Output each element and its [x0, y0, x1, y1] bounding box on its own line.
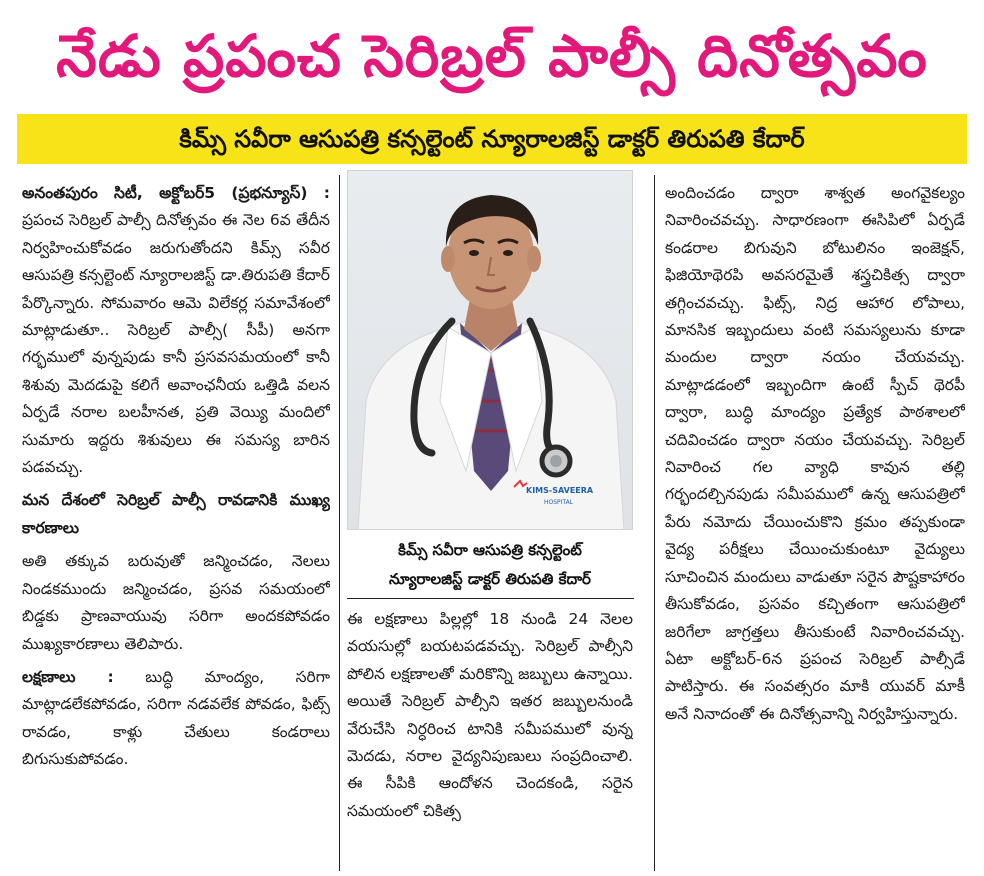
- causes-paragraph: అతి తక్కువ బరువుతో జన్మించడం, నెలలు నిండకముందు జన్మించడం, ప్రసవ సమయంలో బిడ్డకు ప్రాణవాయువు సరిగా అందకపోవడం ముఖ్యకారణాలు తెలిపారు.: [22, 552, 330, 653]
- article-para-1-text: ప్రపంచ సెరిబ్రల్ పాల్సీ దినోత్సవం ఈ నెల 6వ తేదీన నిర్వహించుకోవడం జరుగుతోందని కిమ్స్ సవీర ఆసుపత్రి కన్సల్టెంట్ న్యూరాలజిస్ట్ డా.తిరుపతి కేదార్ పేర్కొన్నారు. సోమవారం ఆమె విలేకర్ల సమావేశంలో మాట్లాడుతూ.. సెరిబ్రల్ పాల్సీ( సీపీ) అనగా గర్భములో వున్నపుడు కానీ ప్రసవసమయంలో కానీ శిశువు మెదడుపై కలిగే అవాంఛనీయ ఒత్తిడి వలన ఏర్పడే నరాల బలహీనత, ప్రతి వెయ్యి మందిలో సుమారు ఇద్దరు శిశువులు ఈ సమస్య బారిన పడవచ్చు.: [22, 211, 330, 477]
- photo-caption: [347, 536, 633, 596]
- article-column-left: [22, 180, 330, 870]
- symptoms-paragraph: [22, 664, 330, 774]
- page-headline: నేడు ప్రపంచ సెరిబ్రల్ పాల్సీ దినోత్సవం: [56, 22, 928, 90]
- article-column-right: [665, 180, 965, 870]
- article-dateline: అనంతపురం సిటీ, అక్టోబర్5 (ప్రభన్యూస్) :: [22, 184, 330, 202]
- photo-caption-line-1: కిమ్స్ సవీరా ఆసుపత్రి కన్సల్టెంట్: [398, 541, 582, 559]
- symptoms-text: బుద్ధి మాంద్యం, సరిగా మాట్లాడలేకపోవడం, సరిగా నడవలేక పోవడం, ఫిట్స్ రావడం, కాళ్లు చేతులు కండరాలు బిగుసుకుపోవడం.: [22, 667, 330, 769]
- photo-caption-line-2: న్యూరాలజిస్ట్ డాక్టర్ తిరుపతి కేదార్: [389, 570, 591, 588]
- column-divider-right: [654, 175, 655, 871]
- article-column-middle: [347, 606, 633, 870]
- coat-logo-text: KIMS-SAVEERA: [526, 486, 594, 495]
- coat-logo-subtext: HOSPITAL: [544, 499, 574, 506]
- article-para-right: అందించడం ద్వారా శాశ్వత అంగవైకల్యం నివారించవచ్చు. సాధారణంగా ఈసిపిలో ఏర్పడే కండరాల బిగువుని బోటులినం ఇంజెక్షన్, ఫిజియోథెరపి అవసరమైతే శస్త్రచికిత్స ద్వారా తగ్గించవచ్చు. ఫిట్స్, నిద్ర ఆహార లోపాలు, మానసిక ఇబ్బందులు వంటి సమస్యలును కూడా మందుల ద్వారా నయం చేయవచ్చు. మాట్లాడడంలో ఇబ్బందిగా ఉంటే స్పీచ్ థెరపీ ద్వారా, బుద్ధి మాంద్యం ప్రత్యేక పాఠశాలలో చదివించడం ద్వారా నయం చేయవచ్చు. సెరిబ్రల్ నివారించ గల వ్యాధి కావున తల్లి గర్భందల్చినపుడు సమీపములో ఉన్న ఆసుపత్రిలో పేరు నమోదు చేయించుకొని క్రమం తప్పకుండా వైద్య పరీక్షలు చేయించుకుంటూ వైద్యులు సూచించిన మందులు వాడుతూ సరైన పౌష్టకాహారం తీసుకోవడం, ప్రసవం కచ్చితంగా ఆసుపత్రిలో జరిగేలా జాగ్రత్తలు తీసుకుంటే నివారించవచ్చు. ఏటా అక్టోబర్-6న ప్రపంచ సెరిబ్రల్ పాల్సీడే పాటిస్తారు. ఈ సంవత్సరం మాకి యువర్ మాకీ అనే నినాదంతో ఈ దినోత్సవాన్ని నిర్వహిస్తున్నారు.: [665, 184, 965, 723]
- symptoms-label: లక్షణాలు :: [22, 667, 114, 686]
- subheadline-banner: కిమ్స్ సవీరా ఆసుపత్రి కన్సల్టెంట్ న్యూరాలజిస్ట్ డాక్టర్ తిరుపతి కేదార్: [17, 114, 967, 164]
- column-divider-left: [339, 175, 340, 871]
- causes-heading: [22, 487, 330, 542]
- caption-divider: [347, 598, 634, 599]
- doctor-photo: [347, 170, 633, 530]
- article-para-1: [22, 180, 330, 481]
- article-para-middle: ఈ లక్షణాలు పిల్లల్లో 18 నుండి 24 నెలల వయసుల్లో బయటపడవచ్చు. సెరిబ్రల్ పాల్సీని పోలిన లక్షణాలతో మరికొన్ని జబ్బులు ఉన్నాయి. అయితే సెరిబ్రల్ పాల్సీని ఇతర జబ్బులనుండి వేరుచేసి నిర్ధరించ టానికి సమీపములో వున్న మెదడు, నరాల వైద్యనిపుణులు సంప్రదించాలి. ఈ సీపికి ఆందోళన చెందకండి, సరైన సమయంలో చికిత్స: [347, 610, 633, 820]
- causes-heading-text: మన దేశంలో సెరిబ్రల్ పాల్సీ రావడానికి ముఖ్య కారణాలు: [22, 491, 330, 537]
